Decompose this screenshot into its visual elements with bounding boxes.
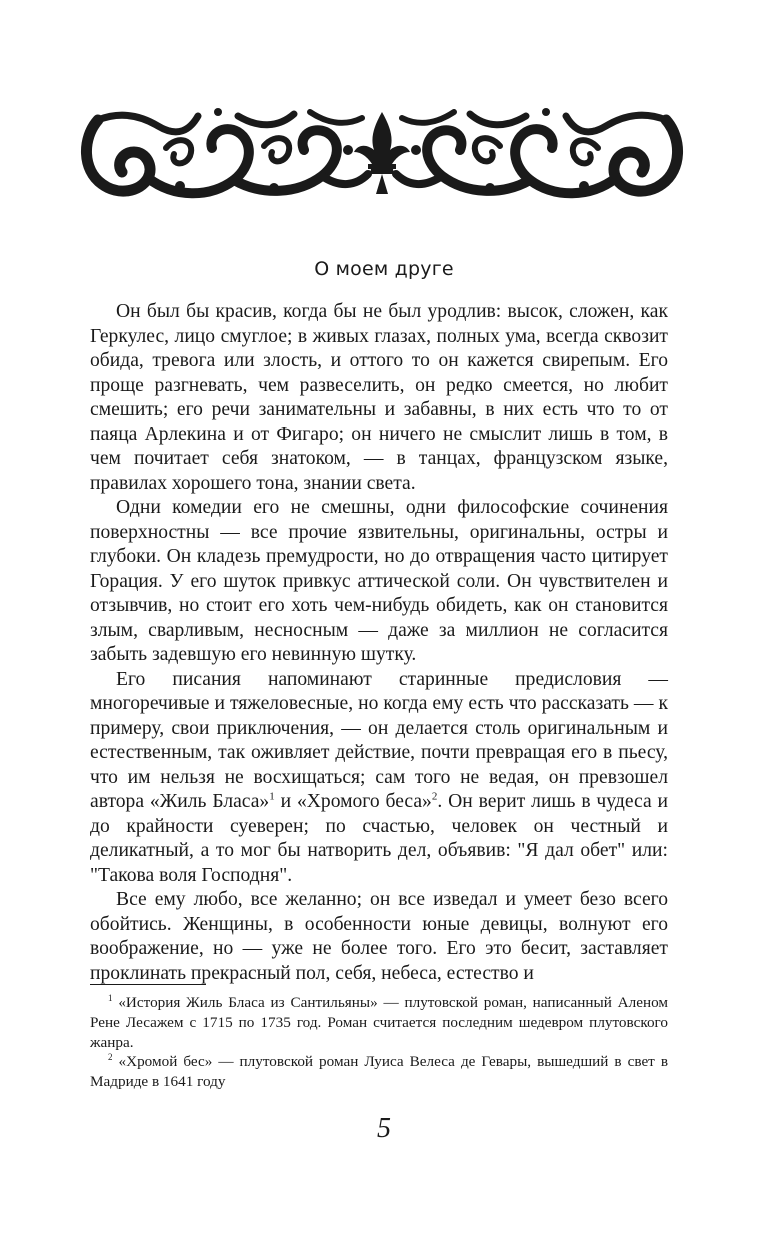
footnote-ref[interactable]: 1 [269, 790, 275, 803]
paragraph: Все ему любо, все желанно; он все изведал и умеет безо всего обойтись. Женщины, в особенности юные девицы, волнуют его воображение, но — уже не более того. Его это бесит, заставляет проклинать прекрасный пол, себя, небеса, естество и [90, 889, 668, 984]
body-text [90, 300, 668, 986]
footnote-ref[interactable]: 2 [431, 790, 438, 803]
paragraph: Одни комедии его не смешны, одни философские сочинения поверхностны — все прочие язвительны, оригинальны, остры и глубоки. Он кладезь премудрости, но до отвращения часто цитирует Горация. У его шуток привкус аттической соли. Он чувствителен и отзывчив, но стоит его хоть чем-нибудь обидеть, как он становится злым, сварливым, несносным — даже за миллион не согласится забыть задевшую его невинную шутку. [90, 497, 668, 665]
page-number: 5 [377, 1113, 391, 1144]
paragraph [90, 668, 668, 889]
baroque-scroll-ornament-icon [78, 104, 686, 202]
paragraph-text: и «Хромого беса» [274, 791, 432, 812]
footnote [90, 1052, 668, 1092]
paragraph: Он был бы красив, когда бы не был уродлив: высок, сложен, как Геркулес, лицо смуглое; в живых глазах, полных ума, всегда сквозит обида, тревога или злость, и оттого то он кажется свирепым. Его проще разгневать, чем развеселить, он редко смеется, но любит смешить; его речи занимательны и забавны, в них есть что то от паяца Арлекина и от Фигаро; он ничего не смыслит лишь в том, в чем почитает себя знатоком, — в танцах, французском языке, правилах хорошего тона, знании света. [90, 301, 668, 494]
paragraph-text: Его писания напоминают старинные предисловия — многоречивые и тяжеловесные, но когда ему есть что рассказать — к примеру, свои приключения, — он делается столь оригинальным и естественным, так оживляет действие, почти превращая его в пьесу, что им нельзя не восхищаться; сам того не ведая, он превзошел автора «Жиль Бласа» [90, 668, 668, 812]
footnote-number: 2 [108, 1052, 113, 1063]
footnote-divider [90, 984, 206, 985]
footnote-text: «Хромой бес» — плутовской роман Луиса Велеса де Гевары, вышедший в свет в Мадриде в 1641 году [90, 1053, 669, 1091]
paragraph-text: . Он верит лишь в чудеса и до крайности суеверен; по счастью, человек он честный и деликатный, а то мог бы натворить дел, объявив: "Я дал обет" или: "Такова воля Господня". [90, 791, 668, 886]
chapter-title: О моем друге [314, 258, 454, 280]
footnote-number: 1 [108, 992, 113, 1003]
footnote [90, 993, 668, 1052]
footnote-text: «История Жиль Бласа из Сантильяны» — плутовской роман, написанный Аленом Рене Лесажем с 1715 по 1735 год. Роман считается последним шедевром плутовского жанра. [90, 994, 668, 1051]
footnotes [90, 993, 668, 1092]
